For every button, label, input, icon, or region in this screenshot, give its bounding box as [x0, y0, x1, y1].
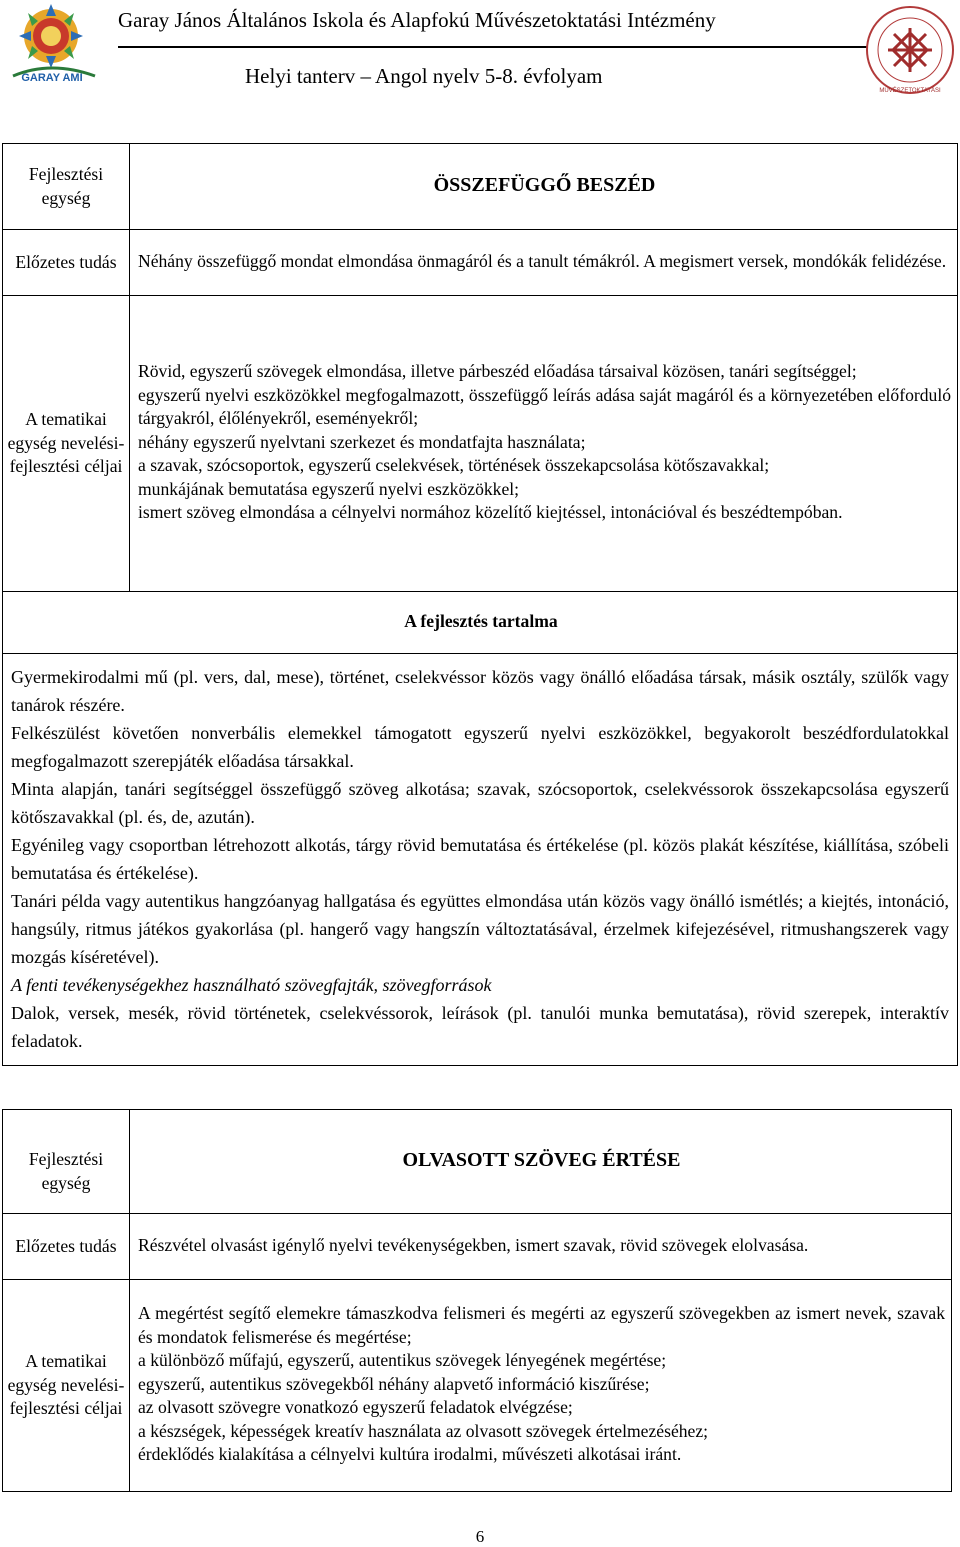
table-row — [3, 592, 958, 654]
unit-table-osszefuggo-beszed — [2, 143, 958, 1066]
arts-school-logo-icon — [864, 4, 956, 96]
institution-name: Garay János Általános Iskola és Alapfokú Művészetoktatási Intézmény — [118, 8, 716, 32]
unit-table-olvasott-szoveg-ertese — [2, 1109, 952, 1492]
table-row — [3, 1214, 952, 1280]
table-row — [3, 1280, 952, 1492]
celjai-list — [130, 1280, 952, 1492]
curriculum-subtitle: Helyi tanterv – Angol nyelv 5-8. évfolyam — [245, 64, 603, 88]
list-item: az olvasott szövegre vonatkozó egyszerű feladatok elvégzése; — [138, 1397, 573, 1418]
label-elozetes-tudas: Előzetes tudás — [3, 1214, 130, 1280]
list-item: néhány egyszerű nyelvtani szerkezet és mondatfajta használata; — [138, 431, 586, 452]
list-item: egyszerű nyelvi eszközökkel megfogalmazott, összefüggő leírás adása saját magáról és a környezetében előforduló tárgyakról, élőlényekről, eseményekről; — [138, 384, 951, 429]
label-fejlesztesi-egyseg: Fejlesztési egység — [3, 1110, 130, 1214]
tartalma-heading-cell — [3, 592, 958, 654]
list-item: munkájának bemutatása egyszerű nyelvi eszközökkel; — [138, 478, 520, 499]
list-item: Gyermekirodalmi mű (pl. vers, dal, mese), történet, cselekvéssor közös vagy önálló előadása társak, másik osztály, szülők vagy tanárok részére. — [11, 666, 949, 715]
elozetes-tudas-text: Néhány összefüggő mondat elmondása önmagáról és a tanult témákról. A megismert versek, mondókák felidézése. — [130, 230, 958, 296]
label-elozetes-tudas: Előzetes tudás — [3, 230, 130, 296]
szovegfajtak-heading: A fenti tevékenységekhez használható szövegfajták, szövegforrások — [11, 974, 492, 995]
tartalma-body — [3, 654, 958, 1066]
list-item: ismert szöveg elmondása a célnyelvi normához közelítő kiejtéssel, intonációval és beszédtempóban. — [138, 502, 843, 523]
label-celjai: A tematikai egység nevelési-fejlesztési céljai — [3, 296, 130, 592]
list-item: Egyénileg vagy csoportban létrehozott alkotás, tárgy rövid bemutatása és értékelése (pl. közös plakát készítése, kiállítása, szóbeli bemutatása és értékelése). — [11, 834, 949, 883]
szovegfajtak-text: Dalok, versek, mesék, rövid történetek, cselekvéssorok, leírások (pl. tanulói munka bemutatása), rövid szerepek, interaktív feladatok. — [11, 1002, 949, 1051]
unit-title: ÖSSZEFÜGGŐ BESZÉD — [433, 173, 656, 196]
page-header — [0, 0, 960, 100]
table-row — [3, 1110, 952, 1214]
list-item: Minta alapján, tanári segítséggel összefüggő szöveg alkotása; szavak, szócsoportok, cselekvéssorok összekapcsolása egyszerű kötőszavakkal (pl. és, de, azután). — [11, 778, 949, 827]
label-celjai: A tematikai egység nevelési-fejlesztési céljai — [3, 1280, 130, 1492]
section-heading: A fejlesztés tartalma — [404, 610, 558, 631]
page-number: 6 — [475, 1527, 485, 1546]
label-fejlesztesi-egyseg: Fejlesztési egység — [3, 144, 130, 230]
unit-title-cell — [130, 1110, 952, 1214]
list-item: a különböző műfajú, egyszerű, autentikus szövegek lényegének megértése; — [138, 1350, 667, 1371]
elozetes-tudas-text: Részvétel olvasást igénylő nyelvi tevékenységekben, ismert szavak, rövid szövegek elolvasása. — [130, 1214, 952, 1280]
school-logo-icon — [5, 2, 103, 84]
unit-title: OLVASOTT SZÖVEG ÉRTÉSE — [402, 1148, 681, 1171]
table-row — [3, 654, 958, 1066]
list-item: A megértést segítő elemekre támaszkodva felismeri és megérti az egyszerű szövegekben az ismert nevek, szavak és mondatok felismerése és megértése; — [138, 1303, 945, 1347]
list-item: Tanári példa vagy autentikus hangzóanyag hallgatása és együttes elmondása után közös vagy önálló ismétlés; a kiejtés, intonáció, hangsúly, ritmus játékos gyakorlása (pl. hangerő vagy hangszín változtatásával, érzelmek kifejezésével, ritmushangszerek vagy mozgás kíséretével). — [11, 890, 949, 967]
list-item: egyszerű, autentikus szövegekből néhány alapvető információ kiszűrése; — [138, 1373, 650, 1394]
table-row — [3, 144, 958, 230]
celjai-list — [130, 296, 958, 592]
list-item: a készségek, képességek kreatív használata az olvasott szövegek értelmezéséhez; — [138, 1420, 709, 1441]
svg-text:GARAY AMI: GARAY AMI — [21, 72, 83, 84]
svg-text:MŰVÉSZETOKTATÁSI: MŰVÉSZETOKTATÁSI — [879, 88, 941, 94]
list-item: Rövid, egyszerű szövegek elmondása, illetve párbeszéd előadása társaival közösen, tanári segítséggel; — [138, 361, 857, 382]
table-row — [3, 230, 958, 296]
header-divider — [118, 46, 868, 48]
list-item: Felkészülést követően nonverbális elemekkel támogatott egyszerű nyelvi eszközökkel, begyakorolt beszédfordulatokkal megfogalmazott szerepjáték előadása társakkal. — [11, 722, 949, 771]
unit-title-cell — [130, 144, 958, 230]
list-item: érdeklődés kialakítása a célnyelvi kultúra irodalmi, művészeti alkotásai iránt. — [138, 1444, 682, 1465]
table-row — [3, 296, 958, 592]
list-item: a szavak, szócsoportok, egyszerű cselekvések, történések összekapcsolása kötőszavakkal; — [138, 455, 770, 476]
